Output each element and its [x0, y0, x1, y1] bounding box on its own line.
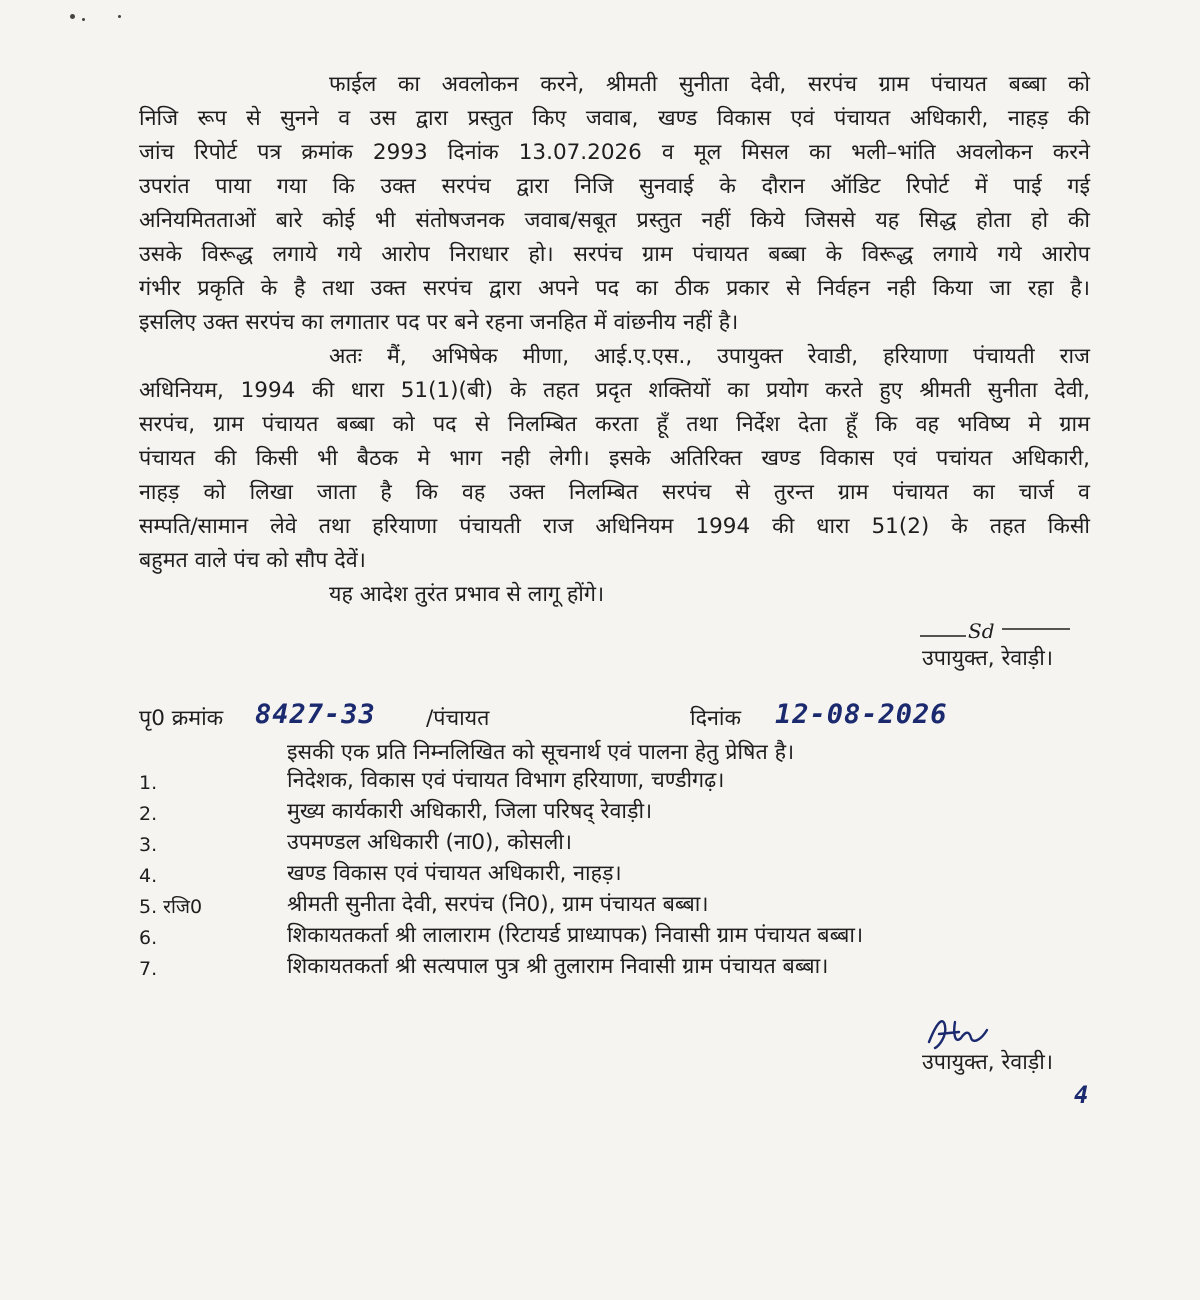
- list-number: 4.: [139, 865, 158, 887]
- order-line: गंभीर प्रकृति के है तथा उक्त सरपंच द्वारा अपने पद का ठीक प्रकार से निर्वहन नही किया जा रहा है।: [139, 276, 1090, 301]
- ref-label: पृ0 क्रमांक: [139, 706, 224, 731]
- list-text: मुख्य कार्यकारी अधिकारी, जिला परिषद् रेवाड़ी।: [287, 799, 653, 824]
- ref-suffix: /पंचायत: [426, 706, 490, 731]
- order-line: इसलिए उक्त सरपंच का लगातार पद पर बने रहना जनहित में वांछनीय नहीं है।: [139, 310, 739, 335]
- endorsement-intro: इसकी एक प्रति निम्नलिखित को सूचनार्थ एवं पालना हेतु प्रेषित है।: [287, 740, 795, 765]
- endorsement-signatory: उपायुक्त, रेवाड़ी।: [922, 1050, 1054, 1075]
- order-line: अतः मैं, अभिषेक मीणा, आई.ए.एस., उपायुक्त रेवाडी, हरियाणा पंचायती राज: [329, 344, 1090, 369]
- ref-number-handwritten: 8427-33: [255, 699, 376, 730]
- sd-text: Sd: [968, 619, 995, 643]
- list-number: 5. रजि0: [139, 896, 203, 918]
- list-number: 2.: [139, 803, 158, 825]
- list-number: 1.: [139, 772, 158, 794]
- order-effect-line: यह आदेश तुरंत प्रभाव से लागू होंगे।: [329, 582, 605, 607]
- list-text: उपमण्डल अधिकारी (ना0), कोसली।: [287, 830, 573, 855]
- order-signatory: उपायुक्त, रेवाड़ी।: [922, 646, 1054, 671]
- order-line: सम्पति/सामान लेवे तथा हरियाणा पंचायती राज अधिनियम 1994 की धारा 51(2) के तहत किसी: [139, 514, 1090, 539]
- list-text: निदेशक, विकास एवं पंचायत विभाग हरियाणा, चण्डीगढ़।: [287, 768, 725, 793]
- list-number: 6.: [139, 927, 158, 949]
- order-line: बहुमत वाले पंच को सौप देवें।: [139, 548, 366, 573]
- order-line: अनियमितताओं बारे कोई भी संतोषजनक जवाब/सबूत प्रस्तुत नहीं किये जिससे यह सिद्ध होता हो की: [139, 208, 1090, 233]
- list-text: शिकायतकर्ता श्री लालाराम (रिटायर्ड प्राध्यापक) निवासी ग्राम पंचायत बब्बा।: [287, 923, 864, 948]
- scan-speck: [82, 18, 85, 21]
- list-number: 7.: [139, 958, 158, 980]
- scan-speck: [118, 15, 121, 18]
- order-line: जांच रिपोर्ट पत्र क्रमांक 2993 दिनांक 13.07.2026 व मूल मिसल का भली–भांति अवलोकन करने: [139, 140, 1090, 165]
- list-number: 3.: [139, 834, 158, 856]
- order-line: अधिनियम, 1994 की धारा 51(1)(बी) के तहत प्रदृत शक्तियों का प्रयोग करते हुए श्रीमती सुनीता देवी,: [139, 378, 1090, 403]
- order-line: फाईल का अवलोकन करने, श्रीमती सुनीता देवी, सरपंच ग्राम पंचायत बब्बा को: [329, 72, 1090, 97]
- date-handwritten: 12-08-2026: [775, 699, 948, 730]
- order-line: निजि रूप से सुनने व उस द्वारा प्रस्तुत किए जवाब, खण्ड विकास एवं पंचायत अधिकारी, नाहड़ की: [139, 106, 1090, 131]
- order-line: सरपंच, ग्राम पंचायत बब्बा को पद से निलम्बित करता हूँ तथा निर्देश देता हूँ कि वह भविष्य मे ग्राम: [139, 412, 1090, 437]
- list-text: शिकायतकर्ता श्री सत्यपाल पुत्र श्री तुलाराम निवासी ग्राम पंचायत बब्बा।: [287, 954, 829, 979]
- order-line: उपरांत पाया गया कि उक्त सरपंच द्वारा निजि सुनवाई के दौरान ऑडिट रिपोर्ट में पाई गई: [139, 174, 1090, 199]
- order-line: नाहड़ को लिखा जाता है कि वह उक्त निलम्बित सरपंच से तुरन्त ग्राम पंचायत का चार्ज व: [139, 480, 1090, 505]
- order-line: उसके विरूद्ध लगाये गये आरोप निराधार हो। सरपंच ग्राम पंचायत बब्बा के विरूद्ध लगाये गये आरोप: [139, 242, 1090, 267]
- page-mark: 4: [1074, 1081, 1090, 1109]
- order-line: पंचायत की किसी भी बैठक मे भाग नही लेगी। इसके अतिरिक्त खण्ड विकास एवं पचांयत अधिकारी,: [139, 446, 1090, 471]
- date-label: दिनांक: [690, 706, 741, 731]
- scan-speck: [70, 14, 75, 19]
- list-text: खण्ड विकास एवं पंचायत अधिकारी, नाहड़।: [287, 861, 622, 886]
- list-text: श्रीमती सुनीता देवी, सरपंच (नि0), ग्राम पंचायत बब्बा।: [287, 892, 709, 917]
